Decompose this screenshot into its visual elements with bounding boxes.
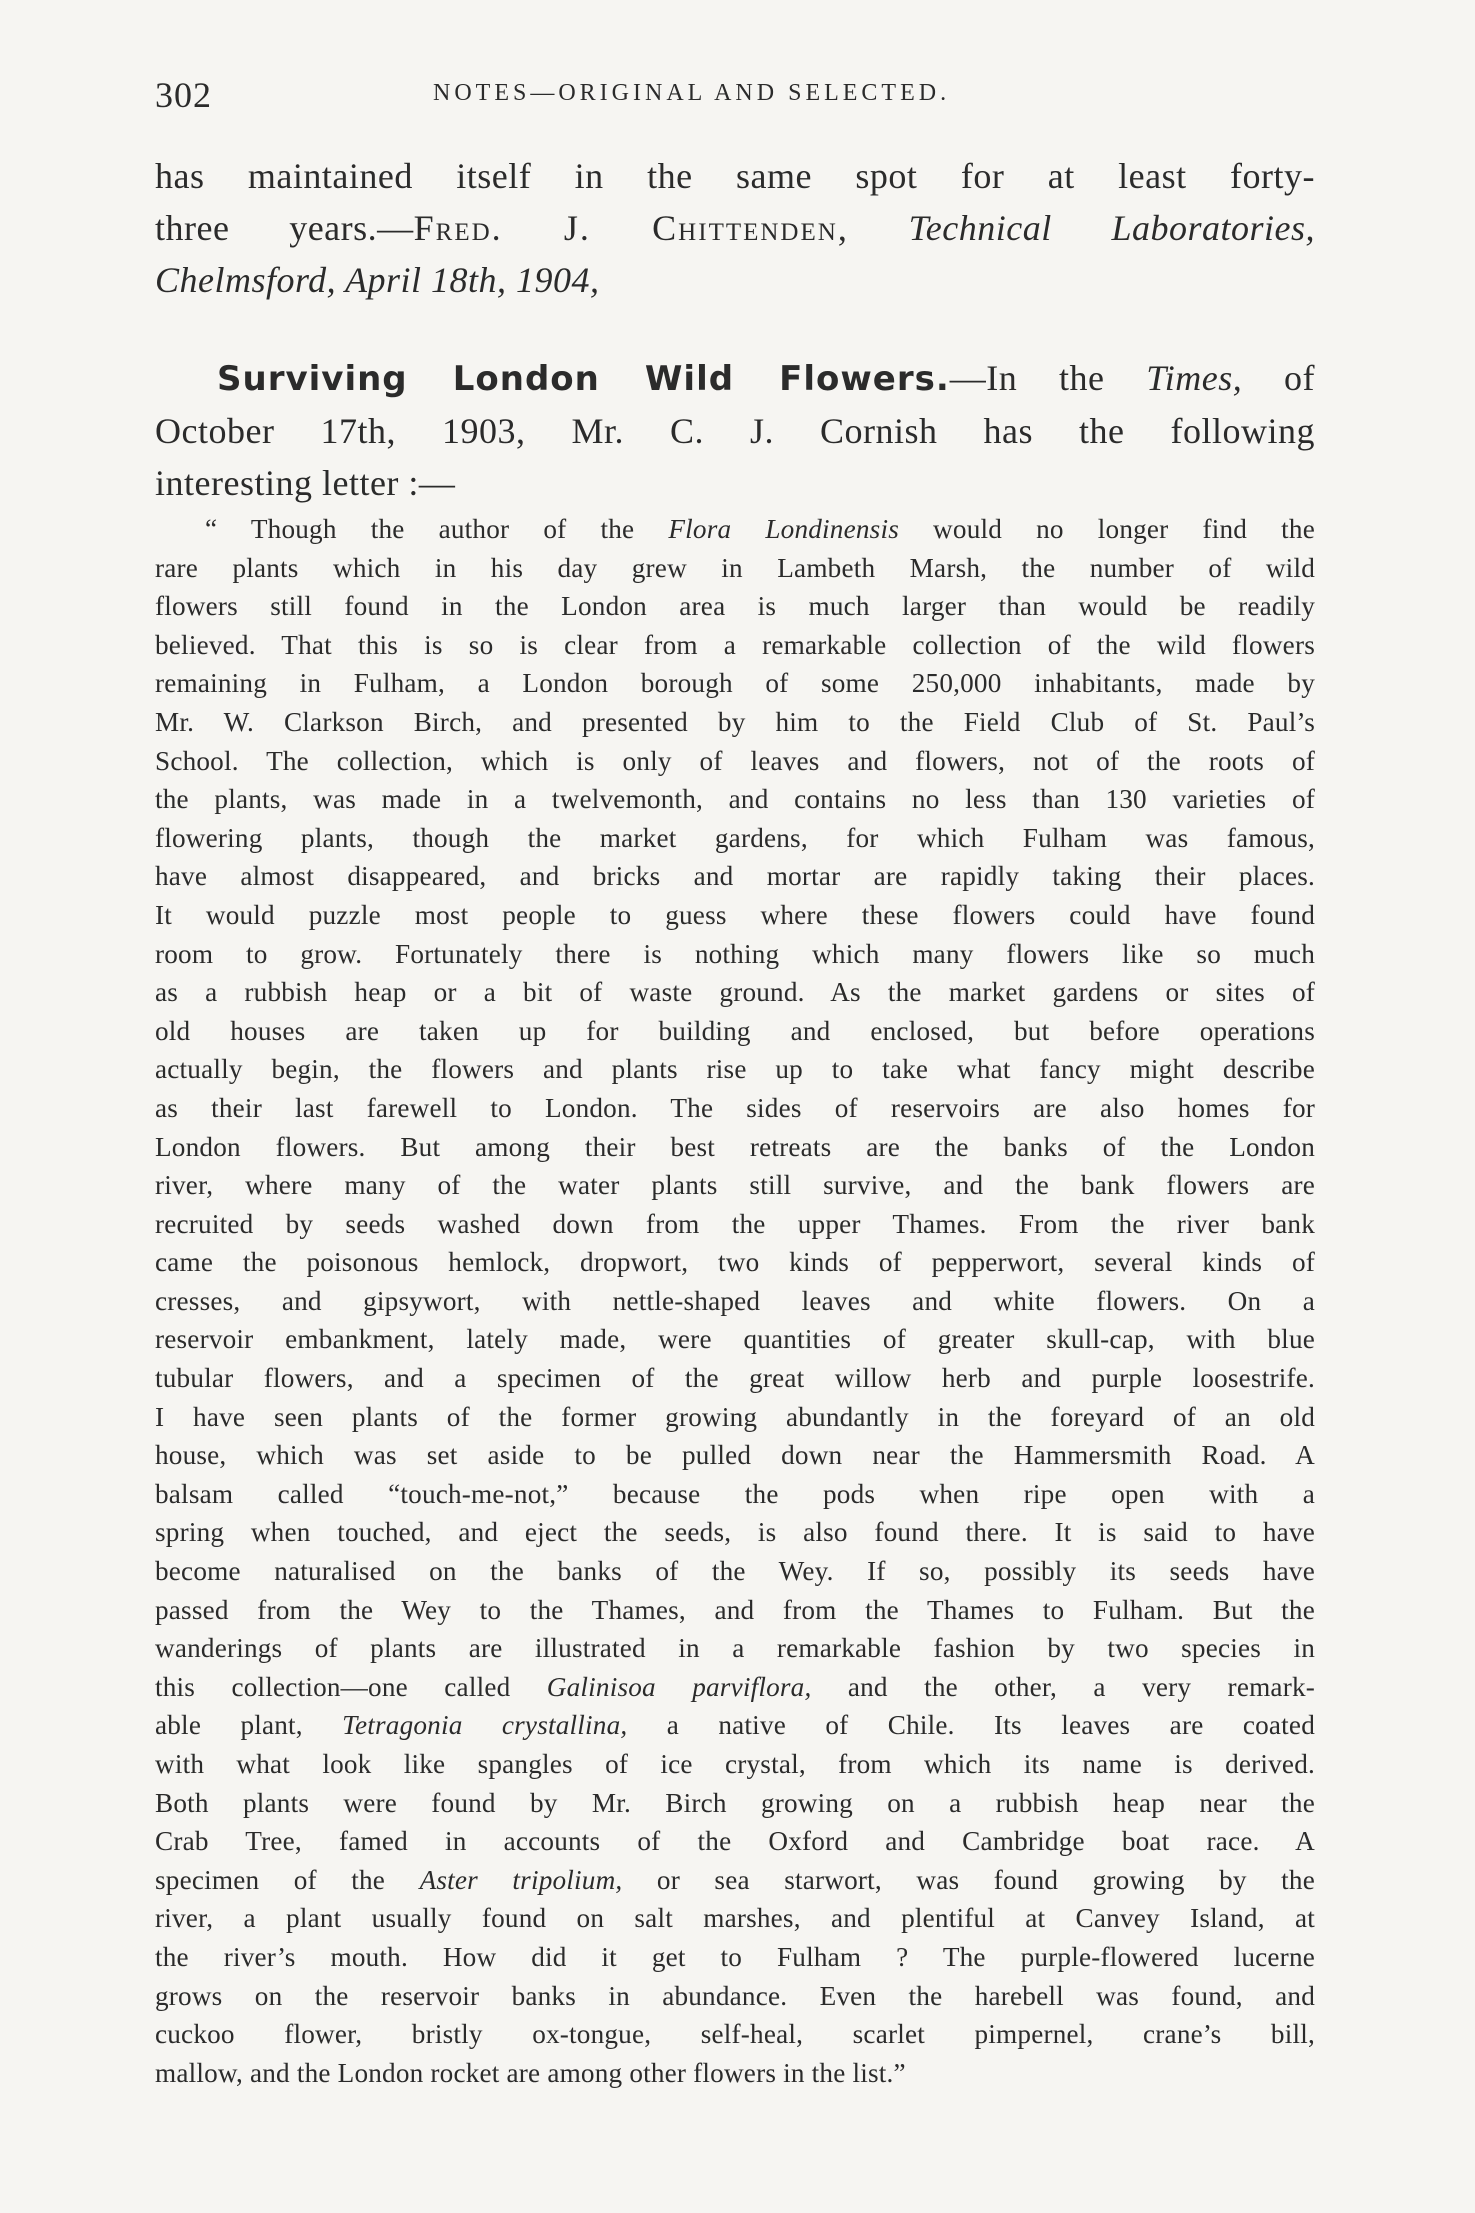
text-line: “ Though the author of the Flora Londinensis would no longer find the <box>205 514 1315 544</box>
text-line: came the poisonous hemlock, dropwort, two kinds of pepperwort, several kinds of <box>155 1247 1315 1278</box>
page-number: 302 <box>155 75 212 115</box>
text-line: actually begin, the flowers and plants rise up to take what fancy might describe <box>155 1054 1315 1085</box>
text-line: grows on the reservoir banks in abundance. Even the harebell was found, and <box>155 1980 1315 2011</box>
text-line: have almost disappeared, and bricks and mortar are rapidly taking their places. <box>155 861 1315 892</box>
text-line: become naturalised on the banks of the Wey. If so, possibly its seeds have <box>155 1556 1315 1587</box>
text-line: cuckoo flower, bristly ox-tongue, self-heal, scarlet pimpernel, crane’s bill, <box>155 2019 1315 2050</box>
newspaper-name: Times, <box>1146 358 1243 398</box>
section-title: Surviving London Wild Flowers. <box>217 359 950 399</box>
text-line: the plants, was made in a twelvemonth, and contains no less than 130 varieties of <box>155 784 1315 815</box>
text-line: interesting letter :— <box>155 463 456 503</box>
text-line: as a rubbish heap or a bit of waste ground. As the market gardens or sites of <box>155 977 1315 1008</box>
species-name: Tetragonia crystallina, <box>342 1710 628 1741</box>
text-line: reservoir embankment, lately made, were quantities of greater skull-cap, with blue <box>155 1324 1315 1355</box>
text-line: cresses, and gipsywort, with nettle-shaped leaves and white flowers. On a <box>155 1285 1315 1316</box>
text-line: recruited by seeds washed down from the upper Thames. From the river bank <box>155 1208 1315 1239</box>
text-line: spring when touched, and eject the seeds, is also found there. It is said to have <box>155 1517 1315 1548</box>
text-line: specimen of the Aster tripolium, or sea starwort, was found growing by the <box>155 1864 1315 1895</box>
text-line: I have seen plants of the former growing abundantly in the foreyard of an old <box>155 1401 1315 1432</box>
text-line: It would puzzle most people to guess where these flowers could have found <box>155 899 1315 930</box>
text-line: Chelmsford, April 18th, 1904, <box>155 260 600 300</box>
species-name: Galinisoa parviflora, <box>546 1671 812 1702</box>
continuation-paragraph <box>155 150 1315 306</box>
species-name: Aster tripolium, <box>419 1864 623 1895</box>
text-line: with what look like spangles of ice crystal, from which its name is derived. <box>155 1749 1315 1779</box>
text-line: three years.—Fred. J. Chittenden, Technical Laboratories, <box>155 208 1316 248</box>
text-line: believed. That this is so is clear from a remarkable collection of the wild flowers <box>155 629 1315 660</box>
text-line: house, which was set aside to be pulled down near the Hammersmith Road. A <box>155 1440 1315 1471</box>
running-head: NOTES—ORIGINAL AND SELECTED. <box>433 80 951 106</box>
text-line: tubular flowers, and a specimen of the great willow herb and purple loosestrife. <box>155 1363 1315 1394</box>
text-line: balsam called “touch-me-not,” because the pods when ripe open with a <box>155 1478 1315 1509</box>
text-line: room to grow. Fortunately there is nothing which many flowers like so much <box>155 938 1315 969</box>
page-header <box>155 74 1315 124</box>
text-line: mallow, and the London rocket are among other flowers in the list.” <box>155 2057 906 2088</box>
author-name: Fred. J. Chittenden, <box>413 208 849 248</box>
text-line: October 17th, 1903, Mr. C. J. Cornish has the following <box>155 411 1315 451</box>
text-line: Surviving London Wild Flowers.—In the Times, of <box>217 358 1315 399</box>
text-line: rare plants which in his day grew in Lambeth Marsh, the number of wild <box>155 552 1315 583</box>
text-line: river, where many of the water plants still survive, and the bank flowers are <box>155 1170 1315 1201</box>
text-line: this collection—one called Galinisoa parviflora, and the other, a very remark- <box>155 1671 1315 1702</box>
text-line: Mr. W. Clarkson Birch, and presented by him to the Field Club of St. Paul’s <box>155 706 1315 737</box>
text-line: old houses are taken up for building and enclosed, but before operations <box>155 1015 1315 1046</box>
text-line: remaining in Fulham, a London borough of some 250,000 inhabitants, made by <box>155 668 1315 699</box>
text-line: has maintained itself in the same spot for at least forty- <box>155 156 1315 196</box>
text-line: passed from the Wey to the Thames, and from the Thames to Fulham. But the <box>155 1594 1315 1625</box>
text-line: river, a plant usually found on salt marshes, and plentiful at Canvey Island, at <box>155 1903 1315 1934</box>
text-line: Crab Tree, famed in accounts of the Oxford and Cambridge boat race. A <box>155 1826 1315 1857</box>
text-line: flowers still found in the London area is much larger than would be readily <box>155 591 1315 622</box>
text-line: Both plants were found by Mr. Birch growing on a rubbish heap near the <box>155 1787 1315 1818</box>
text-line: wanderings of plants are illustrated in a remarkable fashion by two species in <box>155 1633 1315 1664</box>
text-line: the river’s mouth. How did it get to Fulham ? The purple-flowered lucerne <box>155 1941 1315 1972</box>
institution-name: Technical Laboratories, <box>908 208 1316 248</box>
text-line: flowering plants, though the market gardens, for which Fulham was famous, <box>155 822 1315 853</box>
article-intro <box>155 352 1315 509</box>
book-title: Flora Londinensis <box>668 514 899 544</box>
text-line: London flowers. But among their best retreats are the banks of the London <box>155 1131 1315 1162</box>
text-line: able plant, Tetragonia crystallina, a native of Chile. Its leaves are coated <box>155 1710 1315 1741</box>
quoted-letter <box>155 510 1315 2092</box>
text-line: as their last farewell to London. The sides of reservoirs are also homes for <box>155 1092 1315 1123</box>
text-line: School. The collection, which is only of leaves and flowers, not of the roots of <box>155 745 1315 776</box>
